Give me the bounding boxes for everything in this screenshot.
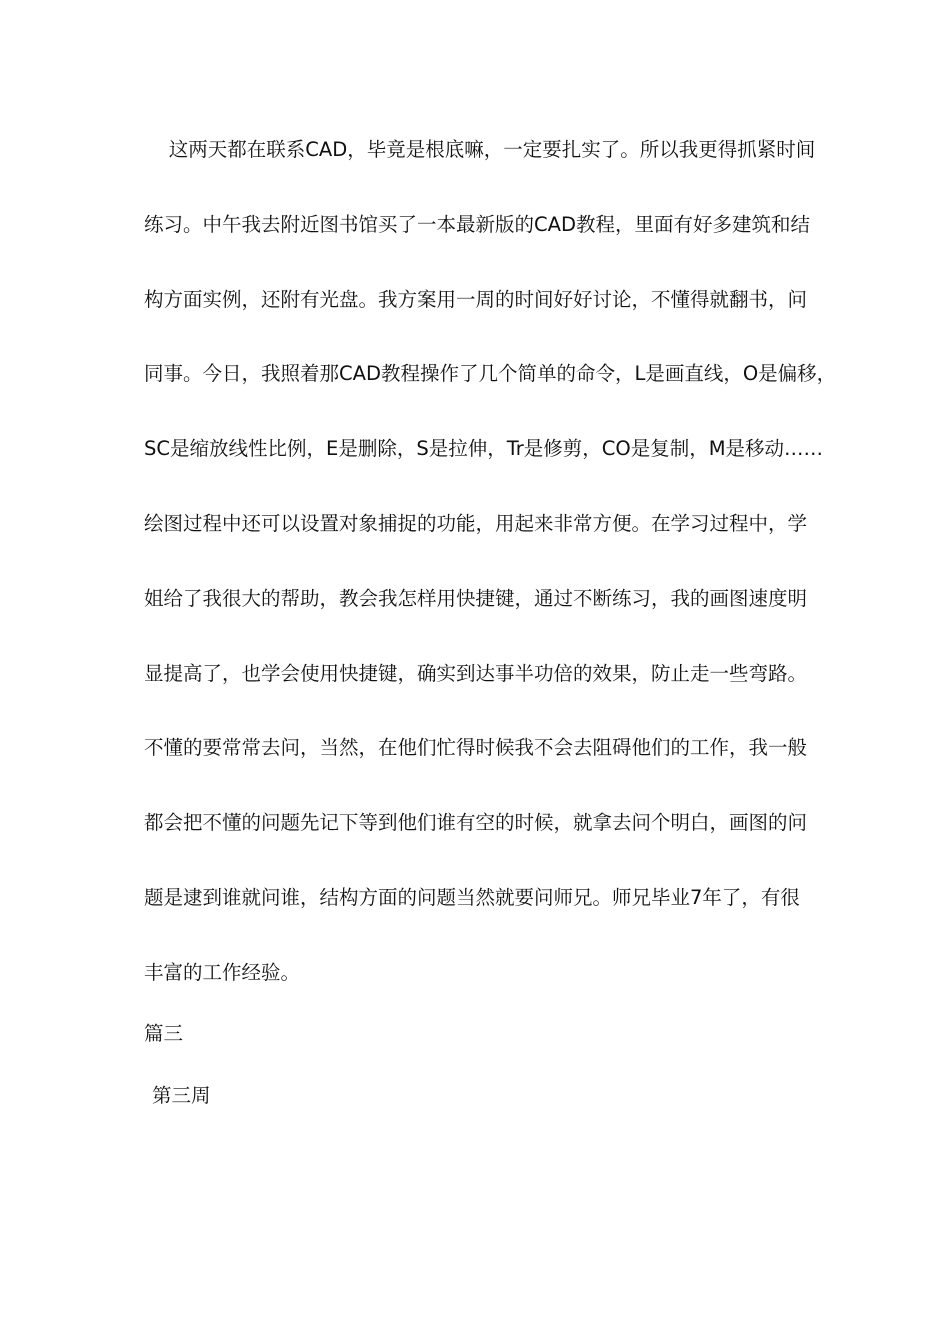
paragraph-line: 丰富的工作经验。 xyxy=(144,960,301,984)
paragraph-line: 绘图过程中还可以设置对象捕捉的功能，用起来非常方便。在学习过程中，学 xyxy=(144,511,808,535)
paragraph-line: 姐给了我很大的帮助，教会我怎样用快捷键，通过不断练习，我的画图速度明 xyxy=(144,586,808,610)
week-heading: 第三周 xyxy=(152,1084,211,1107)
paragraph-line: 都会把不懂的问题先记下等到他们谁有空的时候，就拿去问个明白，画图的问 xyxy=(144,811,808,835)
paragraph-line: SC是缩放线性比例，E是删除，S是拉伸，Tr是修剪，CO是复制，M是移动…… xyxy=(144,437,824,461)
paragraph-line: 构方面实例，还附有光盘。我方案用一周的时间好好讨论，不懂得就翻书，问 xyxy=(144,287,808,311)
paragraph-line: 题是逮到谁就问谁，结构方面的问题当然就要问师兄。师兄毕业7年了，有很 xyxy=(144,885,800,909)
paragraph-line: 这两天都在联系CAD，毕竟是根底嘛，一定要扎实了。所以我更得抓紧时间 xyxy=(144,138,816,161)
paragraph-line: 同事。今日，我照着那CAD教程操作了几个简单的命令，L是画直线，O是偏移， xyxy=(144,362,837,386)
paragraph-line: 不懂的要常常去问，当然，在他们忙得时候我不会去阻碍他们的工作，我一般 xyxy=(144,736,808,760)
paragraph-line: 练习。中午我去附近图书馆买了一本最新版的CAD教程，里面有好多建筑和结 xyxy=(144,212,810,236)
body-paragraph xyxy=(144,128,837,1026)
paragraph-line: 显提高了，也学会使用快捷键，确实到达事半功倍的效果，防止走一些弯路。 xyxy=(144,661,808,685)
section-heading: 篇三 xyxy=(144,1022,184,1045)
